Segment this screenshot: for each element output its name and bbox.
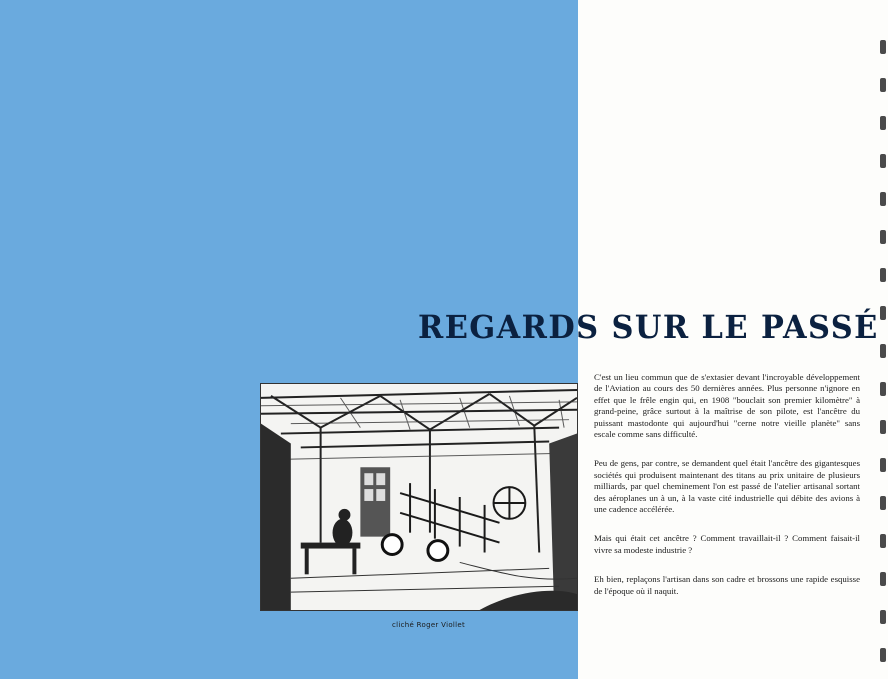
paragraph: Mais qui était cet ancêtre ? Comment travaillait-il ? Comment faisait-il vivre sa modeste industrie ?	[594, 533, 860, 555]
body-text-column	[594, 372, 860, 615]
workshop-sketch-icon	[261, 384, 577, 610]
paragraph: C'est un lieu commun que de s'extasier devant l'incroyable développement de l'Aviation au cours des 50 dernières années. Plus personne n'ignore en effet que le frêle engin qui, en 1908 "bouclait son premier kilomètre" à grand-peine, grâce surtout à la maîtrise de son pilote, est l'ancêtre du puissant mastodonte qui aujourd'hui "cerne notre vieille planète" sans escale comme sans difficulté.	[594, 372, 860, 440]
paragraph: Eh bien, replaçons l'artisan dans son cadre et brossons une rapide esquisse de l'époque où il naquit.	[594, 574, 860, 596]
page-title: REGARDS SUR LE PASSÉ	[418, 308, 879, 346]
workshop-illustration	[260, 383, 578, 611]
paragraph: Peu de gens, par contre, se demandent quel était l'ancêtre des gigantesques sociétés qui produisent maintenant des titans au prix unitaire de plusieurs milliards, par quel cheminement l'on est passé de l'atelier artisanal sortant des aéroplanes un à un, à la vaste cité industrielle qui débite des avions à une cadence accélérée.	[594, 458, 860, 515]
photo-credit: cliché Roger Viollet	[392, 621, 466, 629]
